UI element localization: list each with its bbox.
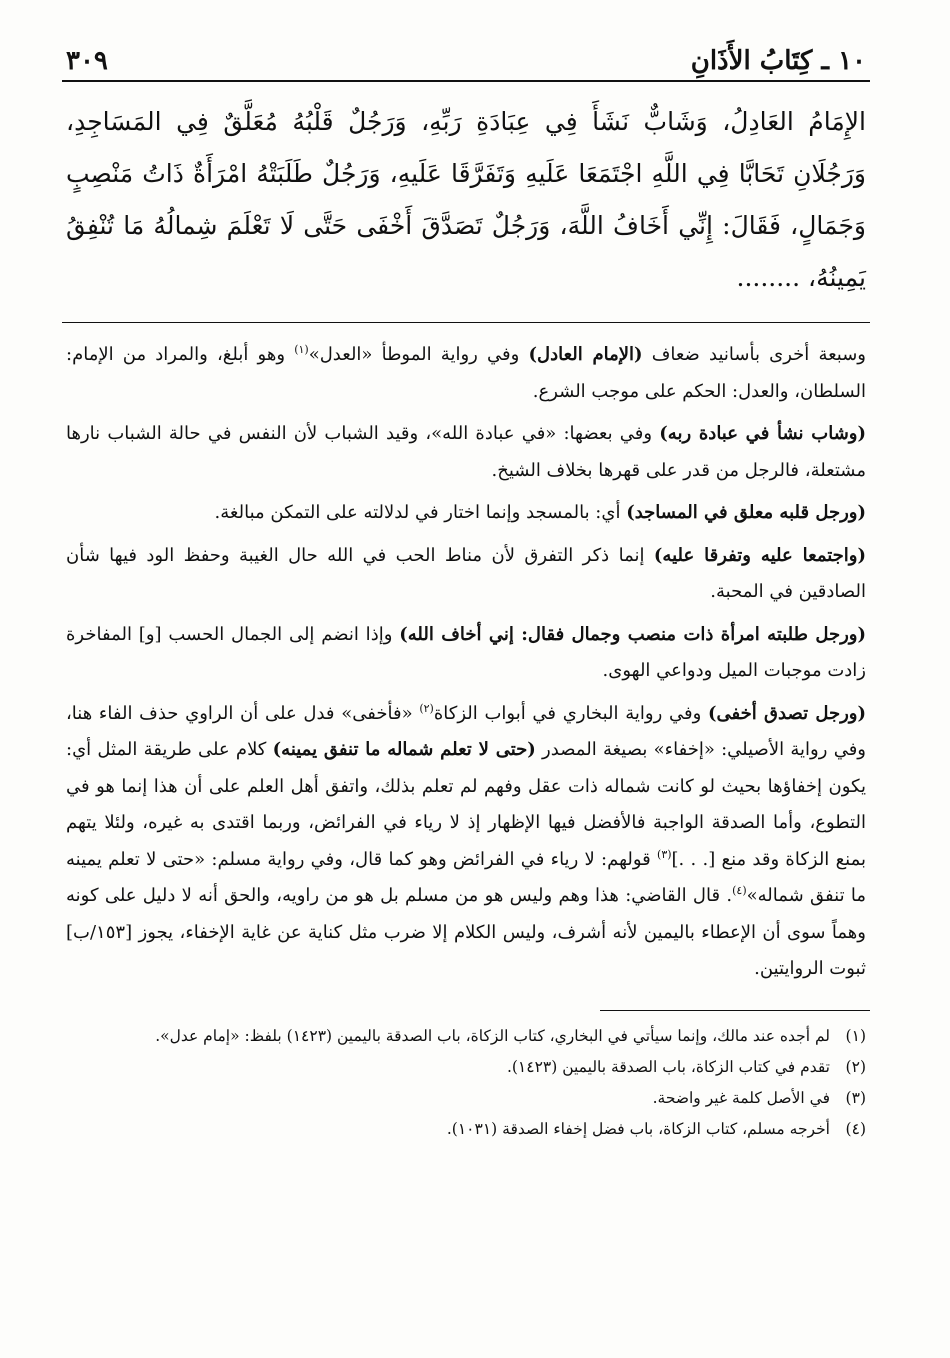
footnote-ref: (٢) xyxy=(419,701,434,715)
footnote-ref: (٤) xyxy=(732,884,747,897)
hadith-text: الإِمَامُ العَادِلُ، وَشَابٌّ نَشَأَ فِي عِبَادَةِ رَبِّهِ، وَرَجُلٌ قَلْبُهُ مُعَلَّقٌ فِي المَسَاجِدِ، وَرَجُلَانِ تَحَابَّا فِي اللَّهِ اجْتَمَعَا عَلَيهِ وَتَفَرَّقَا عَلَيهِ، وَرَجُلٌ طَلَبَتْهُ امْرَأَةٌ ذَاتُ مَنْصِبٍ وَجَمَالٍ، فَقَالَ: إِنِّي أَخَافُ اللَّهَ، وَرَجُلٌ تَصَدَّقَ أَخْفَى حَتَّى لَا تَعْلَمَ شِمالُهُ مَا تُنْفِقُ يَمِينُهُ، ........ xyxy=(66,107,866,292)
page-header xyxy=(62,28,870,82)
footnote xyxy=(66,1052,866,1083)
footnote-ref: (٣) xyxy=(657,847,672,861)
footnote-text: في الأصل كلمة غير واضحة. xyxy=(652,1088,830,1107)
footnote xyxy=(66,1114,866,1145)
footnote-number: (٣) xyxy=(845,1088,866,1107)
footnote-text: أخرجه مسلم، كتاب الزكاة، باب فضل إخفاء الصدقة (١٠٣١). xyxy=(446,1119,830,1138)
footnotes xyxy=(62,1021,870,1145)
footnote-number: (٢) xyxy=(845,1057,866,1076)
footnote xyxy=(66,1021,866,1052)
book-page xyxy=(62,28,870,1145)
footnote xyxy=(66,1083,866,1114)
footnote-number: (٤) xyxy=(845,1119,866,1138)
commentary-paragraph: (واجتمعا عليه وتفرقا عليه) إنما ذكر التفرق لأن مناط الحب في الله حال الغيبة وحفظ الود فيها شأن الصادقين في المحبة. xyxy=(66,544,866,602)
page-number: ٣٠٩ xyxy=(66,46,108,76)
footnote-number: (١) xyxy=(845,1026,866,1045)
footnote-text: تقدم في كتاب الزكاة، باب الصدقة باليمين (١٤٢٣). xyxy=(506,1057,830,1076)
commentary-paragraph: (وشاب نشأ في عبادة ربه) وفي بعضها: «في عبادة الله»، وقيد الشباب لأن النفس في حالة الشباب نارها مشتعلة، فالرجل من قدر على قهرها بخلاف الشيخ. xyxy=(66,423,866,481)
commentary xyxy=(62,337,870,988)
footnote-separator xyxy=(600,1010,870,1011)
commentary-paragraph: (ورجل قلبه معلق في المساجد) أي: بالمسجد وإنما اختار في لدلالته على التمكن مبالغة. xyxy=(214,502,866,523)
commentary-paragraph: (ورجل طلبته امرأة ذات منصب وجمال فقال: إني أخاف الله) وإذا انضم إلى الجمال الحسب [و] المفاخرة زادت موجبات الميل ودواعي الهوى. xyxy=(66,623,867,681)
footnote-text: لم أجده عند مالك، وإنما سيأتي في البخاري، كتاب الزكاة، باب الصدقة باليمين (١٤٢٣) بلفظ: «إمام عدل». xyxy=(155,1026,830,1045)
commentary-paragraph: وسبعة أخرى بأسانيد ضعاف (الإمام العادل) وفي رواية الموطأ «العدل»$^{(١)}$ وهو أبلغ، والمراد من الإمام: السلطان، والعدل: الحكم على موجب الشرع. xyxy=(66,343,866,402)
commentary-paragraph: (ورجل تصدق أخفى) وفي رواية البخاري في أبواب الزكاة$^{(٢)}$ «فأخفى» فدل على أن الراوي حذف الفاء هنا، وفي رواية الأصيلي: «إخفاء» بصيغة المصدر (حتى لا تعلم شماله ما تنفق يمينه) كلام على طريقة المثل أي: يكون إخفاؤها بحيث لو كانت شماله ذات عقل وفهم لم تعلم بذلك، واتفق أهل العلم على أن هذا إنما هو في التطوع، وأما الصدقة الواجبة فالأفضل فيها الإظهار إذ لا رياء في الفرائض، وربما اقتدى به غيره، ولئلا يتهم بمنع الزكاة وقد منع [. . .]$^{(٣)}$ قولهم: لا رياء في الفرائض وهو كما قال، وفي رواية مسلم: «حتى لا تعلم يمينه ما تنفق شماله»$^{(٤)}$. قال القاضي: هذا وهم وليس هو من مسلم بل هو من راويه، والحق أنه لا دليل على كونه وهماً سوى أن الإعطاء باليمين لأنه أشرف، وليس الكلام إلا ضرب مثل كناية عن غاية الإخفاء، يجوز [١٥٣/ب] ثبوت الروايتين. xyxy=(66,701,867,979)
footnote-ref: (١) xyxy=(294,343,309,356)
main-separator xyxy=(62,322,870,323)
chapter-title: ١٠ ـ كِتَابُ الأَذَانِ xyxy=(690,46,866,76)
